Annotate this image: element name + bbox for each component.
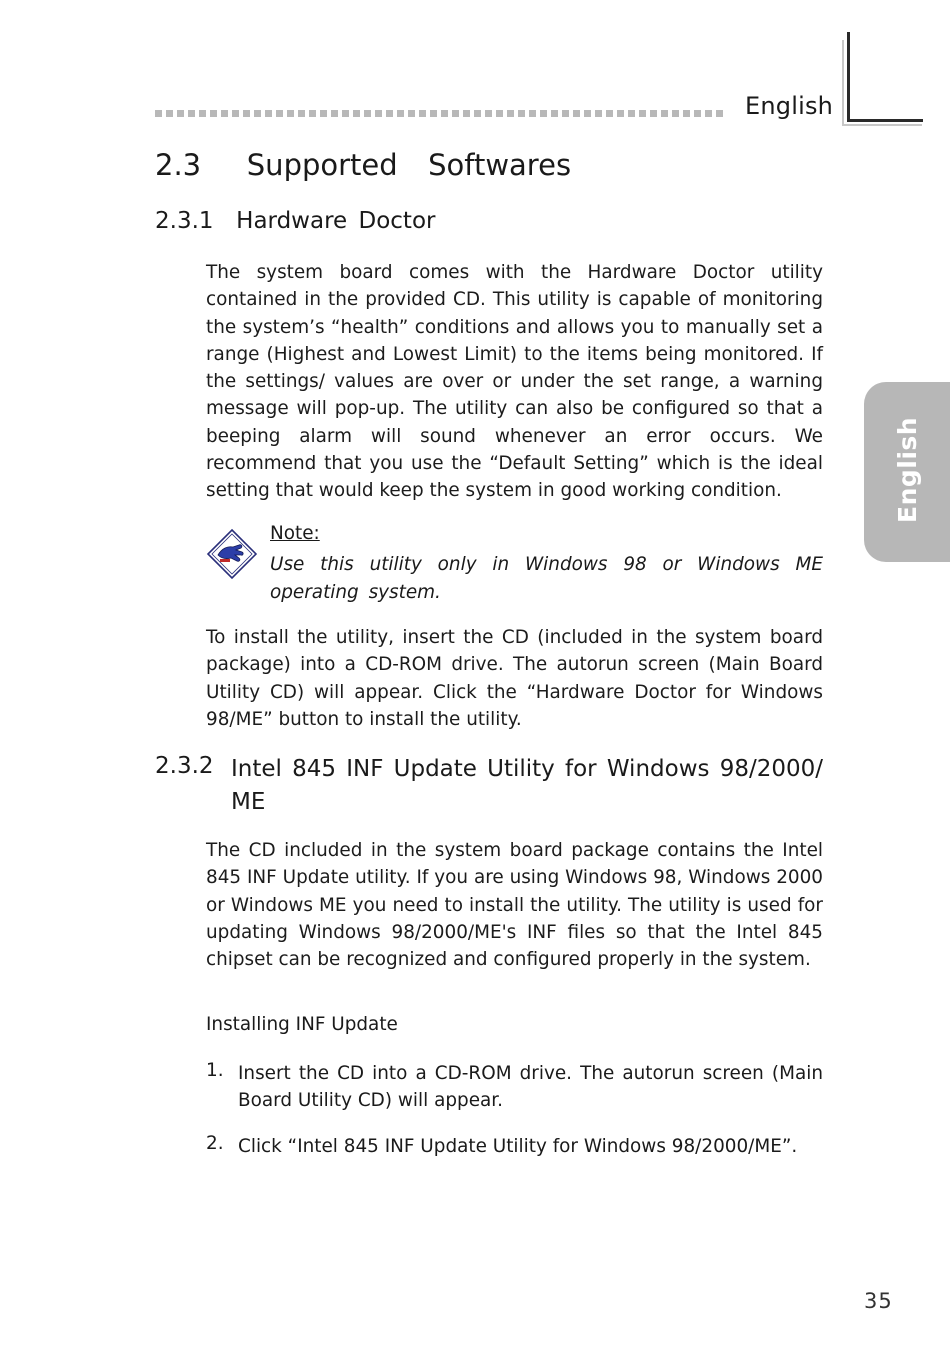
rule-dot xyxy=(540,110,547,117)
rule-dot xyxy=(320,110,327,117)
rule-dot xyxy=(694,110,701,117)
rule-dot xyxy=(573,110,580,117)
rule-dot xyxy=(364,110,371,117)
rule-dot xyxy=(683,110,690,117)
header-dotted-rule xyxy=(155,110,735,120)
rule-dot xyxy=(672,110,679,117)
rule-dot xyxy=(639,110,646,117)
rule-dot xyxy=(507,110,514,117)
rule-dot xyxy=(551,110,558,117)
rule-dot xyxy=(298,110,305,117)
rule-dot xyxy=(496,110,503,117)
page-number: 35 xyxy=(864,1289,893,1313)
rule-dot xyxy=(419,110,426,117)
rule-dot xyxy=(210,110,217,117)
rule-dot xyxy=(584,110,591,117)
subsection-title-hardware-doctor: 2.3.1 Hardware Doctor xyxy=(155,208,436,234)
rule-dot xyxy=(617,110,624,117)
note-body: Use this utility only in Windows 98 or Windows ME operating system. xyxy=(270,554,823,603)
corner-mark xyxy=(847,32,850,122)
rule-dot xyxy=(254,110,261,117)
step-number: 2. xyxy=(206,1133,224,1154)
rule-dot xyxy=(441,110,448,117)
note-title: Note: xyxy=(270,523,320,544)
rule-dot xyxy=(265,110,272,117)
rule-dot xyxy=(606,110,613,117)
rule-dot xyxy=(452,110,459,117)
inf-update-description: The CD included in the system board package contains the Intel 845 INF Update utility. If you are using Windows 98, Windows 2000 or Windows ME you need to install the utility. The utility is used for updating Windows 98/2000/ME's INF files so that the Intel 845 chipset can be recognized and configured properly in the system. xyxy=(206,840,823,971)
rule-dot xyxy=(166,110,173,117)
rule-dot xyxy=(287,110,294,117)
rule-dot xyxy=(309,110,316,117)
hardware-doctor-install-instructions: To install the utility, insert the CD (included in the system board package) into a CD-ROM drive. The autorun screen (Main Board Utility CD) will appear. Click the “Hardware Doctor for Windows 98/ME” button to install the utility. xyxy=(206,627,823,730)
installing-inf-subheading: Installing INF Update xyxy=(206,1014,398,1035)
rule-dot xyxy=(518,110,525,117)
rule-dot xyxy=(430,110,437,117)
subsection-title-inf-update: Intel 845 INF Update Utility for Windows 98/2000/ ME xyxy=(231,756,823,815)
rule-dot xyxy=(628,110,635,117)
subsection-number-inf: 2.3.2 xyxy=(155,753,214,779)
section-title: 2.3 Supported Softwares xyxy=(155,148,572,182)
rule-dot xyxy=(353,110,360,117)
rule-dot xyxy=(276,110,283,117)
rule-dot xyxy=(221,110,228,117)
rule-dot xyxy=(562,110,569,117)
hardware-doctor-description: The system board comes with the Hardware Doctor utility contained in the provided CD. This utility is capable of monitoring the system’s “health” conditions and allows you to manually set a range (Highest and Lowest Limit) to the items being monitored. If the settings/ values are over or under the set range, a warning message will pop-up. The utility can also be configured so that a beeping alarm will sound whenever an error occurs. We recommend that you use the “Default Setting” which is the ideal setting that would keep the system in good working condition. xyxy=(206,262,823,502)
rule-dot xyxy=(661,110,668,117)
step-number: 1. xyxy=(206,1060,224,1081)
corner-mark-shadow xyxy=(842,40,844,126)
rule-dot xyxy=(386,110,393,117)
rule-dot xyxy=(705,110,712,117)
corner-mark-shadow-h xyxy=(842,124,922,126)
header-language-label: English xyxy=(745,92,834,120)
side-tab-label: English xyxy=(893,416,922,523)
corner-mark-h xyxy=(847,119,923,122)
rule-dot xyxy=(463,110,470,117)
rule-dot xyxy=(243,110,250,117)
rule-dot xyxy=(331,110,338,117)
rule-dot xyxy=(650,110,657,117)
rule-dot xyxy=(177,110,184,117)
rule-dot xyxy=(199,110,206,117)
rule-dot xyxy=(232,110,239,117)
rule-dot xyxy=(408,110,415,117)
rule-dot xyxy=(529,110,536,117)
rule-dot xyxy=(155,110,162,117)
rule-dot xyxy=(375,110,382,117)
rule-dot xyxy=(485,110,492,117)
rule-dot xyxy=(595,110,602,117)
rule-dot xyxy=(188,110,195,117)
note-hand-icon xyxy=(206,528,258,580)
rule-dot xyxy=(474,110,481,117)
rule-dot xyxy=(342,110,349,117)
step-text: Click “Intel 845 INF Update Utility for Windows 98/2000/ME”. xyxy=(238,1136,798,1157)
rule-dot xyxy=(716,110,723,117)
step-text: Insert the CD into a CD-ROM drive. The autorun screen (Main Board Utility CD) will appear. xyxy=(238,1063,823,1112)
rule-dot xyxy=(397,110,404,117)
